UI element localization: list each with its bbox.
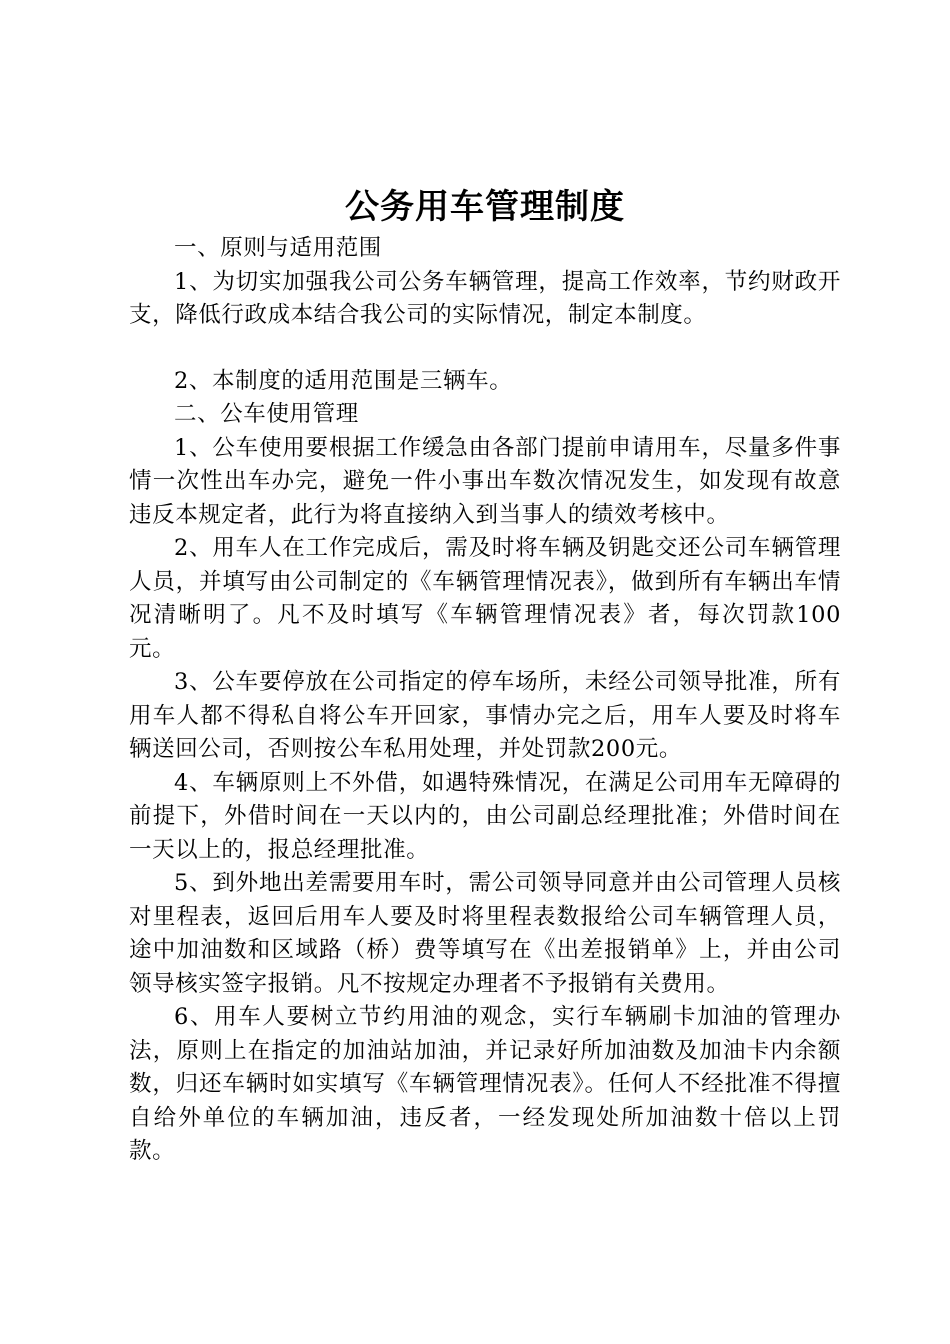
document-title: 公务用车管理制度	[345, 187, 625, 227]
paragraph-rule-2: 2、用车人在工作完成后，需及时将车辆及钥匙交还公司车辆管理人员，并填写由公司制定的《车辆管理情况表》，做到所有车辆出车情况清晰明了。凡不及时填写《车辆管理情况表》者，每次罚款100元。	[129, 535, 841, 662]
paragraph-rule-4: 4、车辆原则上不外借，如遇特殊情况，在满足公司用车无障碍的前提下，外借时间在一天以内的，由公司副总经理批准；外借时间在一天以上的，报总经理批准。	[129, 769, 841, 863]
paragraph-scope: 2、本制度的适用范围是三辆车。	[174, 367, 513, 394]
paragraph-rule-1: 1、公车使用要根据工作缓急由各部门提前申请用车，尽量多件事情一次性出车办完，避免一件小事出车数次情况发生，如发现有故意违反本规定者，此行为将直接纳入到当事人的绩效考核中。	[129, 434, 841, 528]
paragraph-purpose: 1、为切实加强我公司公务车辆管理，提高工作效率，节约财政开支，降低行政成本结合我公司的实际情况，制定本制度。	[129, 268, 841, 328]
paragraph-rule-6: 6、用车人要树立节约用油的观念，实行车辆刷卡加油的管理办法，原则上在指定的加油站加油，并记录好所加油数及加油卡内余额数，归还车辆时如实填写《车辆管理情况表》。任何人不经批准不得擅自给外单位的车辆加油，违反者，一经发现处所加油数十倍以上罚款。	[129, 1004, 841, 1164]
paragraph-rule-5: 5、到外地出差需要用车时，需公司领导同意并由公司管理人员核对里程表，返回后用车人要及时将里程表数报给公司车辆管理人员，途中加油数和区域路（桥）费等填写在《出差报销单》上，并由公司领导核实签字报销。凡不按规定办理者不予报销有关费用。	[129, 870, 841, 997]
document-page	[129, 186, 841, 1169]
section-heading-principles: 一、原则与适用范围	[174, 235, 382, 261]
section-heading-usage: 二、公车使用管理	[174, 401, 359, 427]
paragraph-gap	[129, 333, 841, 365]
paragraph-rule-3: 3、公车要停放在公司指定的停车场所，未经公司领导批准，所有用车人都不得私自将公车开回家，事情办完之后，用车人要及时将车辆送回公司，否则按公车私用处理，并处罚款200元。	[129, 669, 841, 762]
